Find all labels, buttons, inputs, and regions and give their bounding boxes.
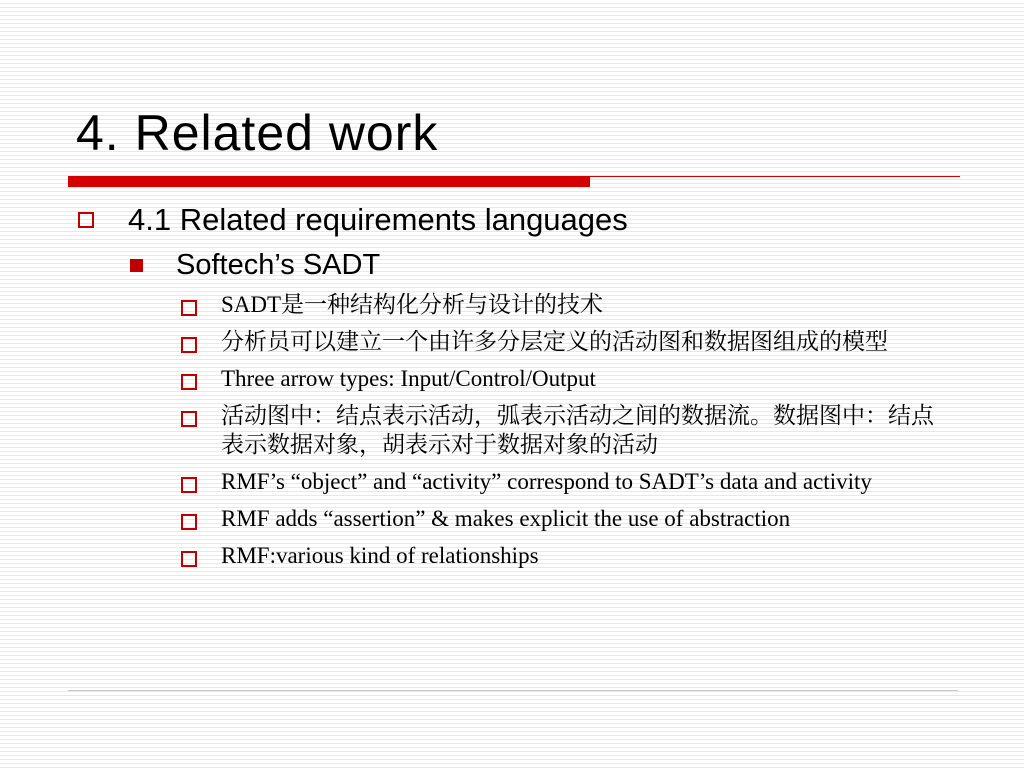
bullet-level3-text: Three arrow types: Input/Control/Output (221, 366, 596, 391)
bullet-level3-item (181, 467, 941, 496)
bullet-level3-text: 分析员可以建立一个由许多分层定义的活动图和数据图组成的模型 (221, 329, 888, 354)
bullet-level3-item (181, 327, 941, 356)
bullet-level3-item (181, 504, 941, 533)
title-underline-thin (590, 176, 960, 177)
bullet-level3-item (181, 290, 941, 319)
bullet-level3-text: 活动图中：结点表示活动，弧表示活动之间的数据流。数据图中：结点表示数据对象，胡表示对于数据对象的活动 (221, 403, 934, 457)
bullet-level3-item (181, 364, 941, 393)
hollow-square-bullet-icon (181, 374, 197, 390)
bullet-level1-text: 4.1 Related requirements languages (128, 202, 628, 237)
bullet-level2 (130, 246, 380, 284)
filled-square-bullet-icon (130, 259, 143, 272)
bullet-level3-list (181, 290, 941, 578)
bullet-level3-item (181, 541, 941, 570)
bullet-level3-text: RMF:various kind of relationships (221, 543, 539, 568)
title-underline-red (68, 176, 590, 187)
bullet-level3-item (181, 401, 941, 459)
bullet-level1 (78, 200, 628, 240)
hollow-square-bullet-icon (181, 411, 197, 427)
hollow-square-bullet-icon (181, 514, 197, 530)
bullet-level3-text: RMF’s “object” and “activity” correspond to SADT’s data and activity (221, 469, 872, 494)
hollow-square-bullet-icon (181, 337, 197, 353)
bullet-level3-text: RMF adds “assertion” & makes explicit the use of abstraction (221, 506, 791, 531)
footer-divider (68, 690, 958, 691)
bullet-level3-text: SADT是一种结构化分析与设计的技术 (221, 292, 604, 317)
hollow-square-bullet-icon (78, 212, 94, 228)
bullet-level2-text: Softech’s SADT (176, 249, 381, 281)
hollow-square-bullet-icon (181, 300, 197, 316)
slide-title: 4. Related work (76, 105, 439, 161)
hollow-square-bullet-icon (181, 551, 197, 567)
hollow-square-bullet-icon (181, 477, 197, 493)
